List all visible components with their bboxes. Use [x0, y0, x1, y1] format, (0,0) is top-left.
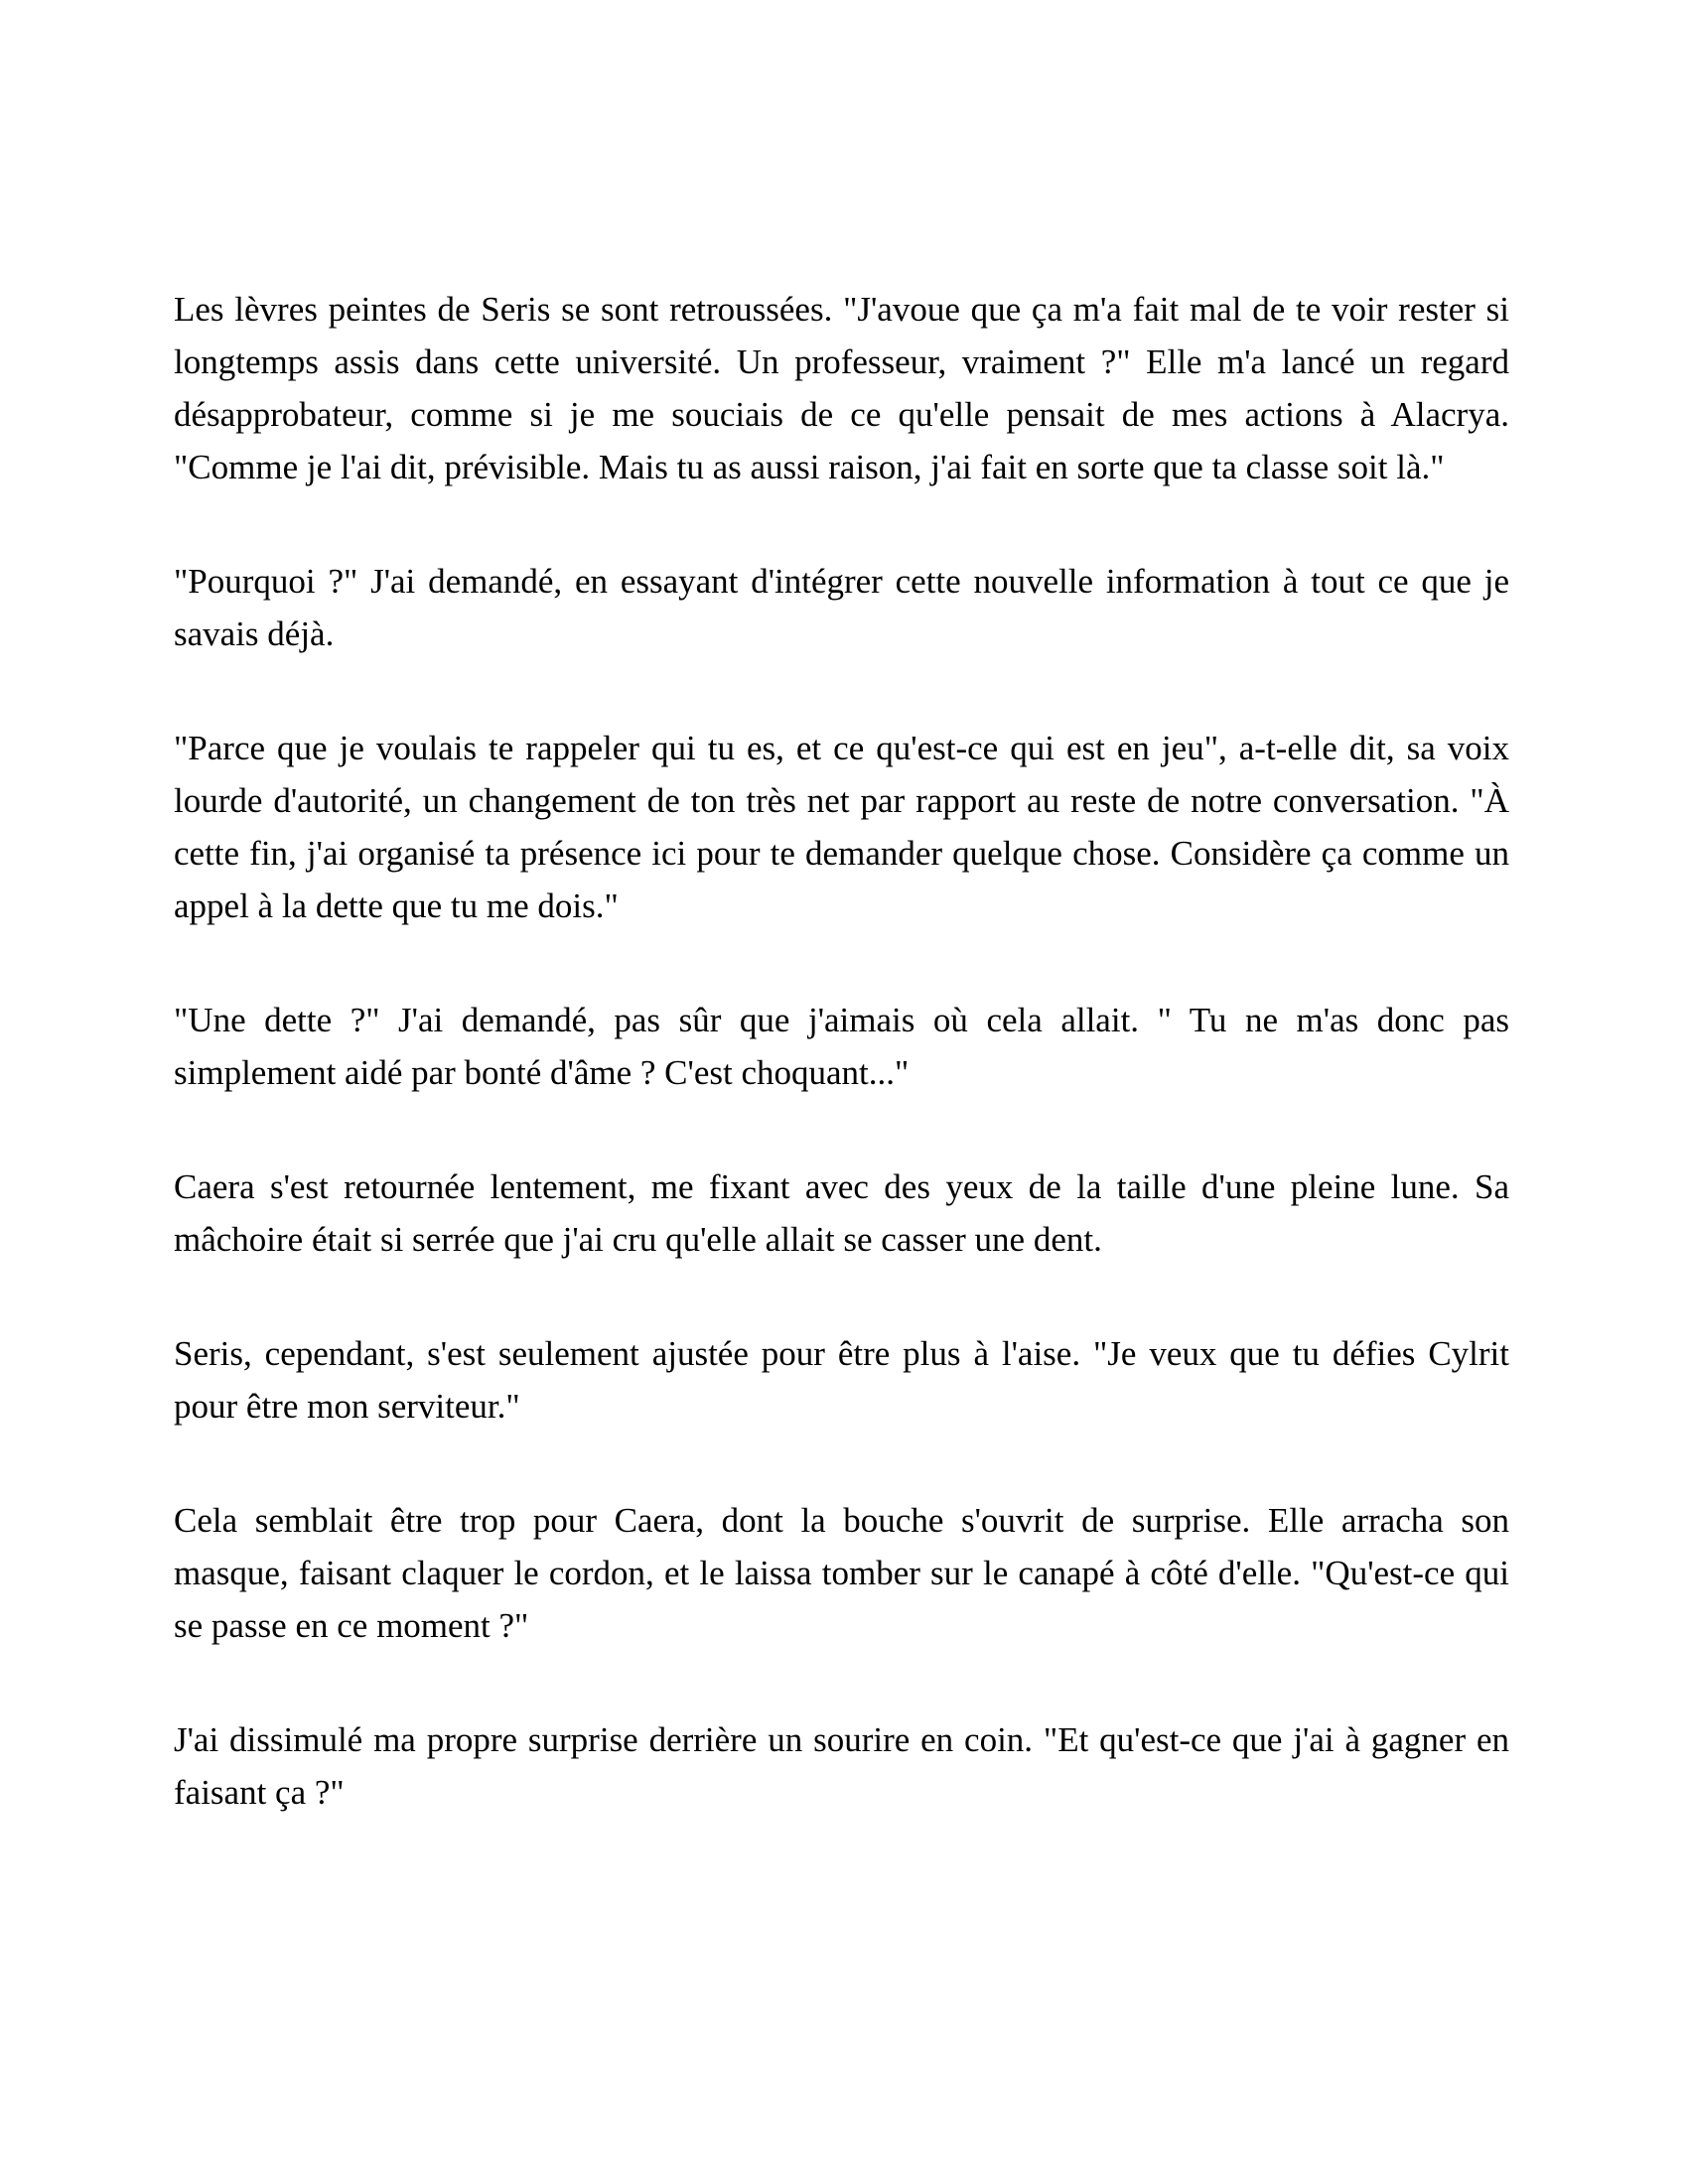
paragraph: "Une dette ?" J'ai demandé, pas sûr que j'aimais où cela allait. " Tu ne m'as donc pas simplement aidé par bonté d'âme ? C'est choquant..."	[174, 1001, 1509, 1092]
paragraph: J'ai dissimulé ma propre surprise derrière un sourire en coin. "Et qu'est-ce que j'ai à gagner en faisant ça ?"	[174, 1720, 1509, 1812]
paragraph: "Pourquoi ?" J'ai demandé, en essayant d'intégrer cette nouvelle information à tout ce que je savais déjà.	[174, 562, 1509, 653]
paragraph: Les lèvres peintes de Seris se sont retroussées. "J'avoue que ça m'a fait mal de te voir rester si longtemps assis dans cette université. Un professeur, vraiment ?" Elle m'a lancé un regard désapprobateur, comme si je me souciais de ce qu'elle pensait de mes actions à Alacrya. "Comme je l'ai dit, prévisible. Mais tu as aussi raison, j'ai fait en sorte que ta classe soit là."	[174, 290, 1509, 486]
paragraph: Cela semblait être trop pour Caera, dont la bouche s'ouvrit de surprise. Elle arracha son masque, faisant claquer le cordon, et le laissa tomber sur le canapé à côté d'elle. "Qu'est-ce qui se passe en ce moment ?"	[174, 1501, 1509, 1645]
paragraph: "Parce que je voulais te rappeler qui tu es, et ce qu'est-ce qui est en jeu", a-t-elle dit, sa voix lourde d'autorité, un changement de ton très net par rapport au reste de notre conversation. "À cette fin, j'ai organisé ta présence ici pour te demander quelque chose. Considère ça comme un appel à la dette que tu me dois."	[174, 729, 1509, 925]
text-block	[174, 283, 1509, 1819]
paragraph: Caera s'est retournée lentement, me fixant avec des yeux de la taille d'une pleine lune. Sa mâchoire était si serrée que j'ai cru qu'elle allait se casser une dent.	[174, 1167, 1509, 1259]
paragraph: Seris, cependant, s'est seulement ajustée pour être plus à l'aise. "Je veux que tu défies Cylrit pour être mon serviteur."	[174, 1334, 1509, 1426]
